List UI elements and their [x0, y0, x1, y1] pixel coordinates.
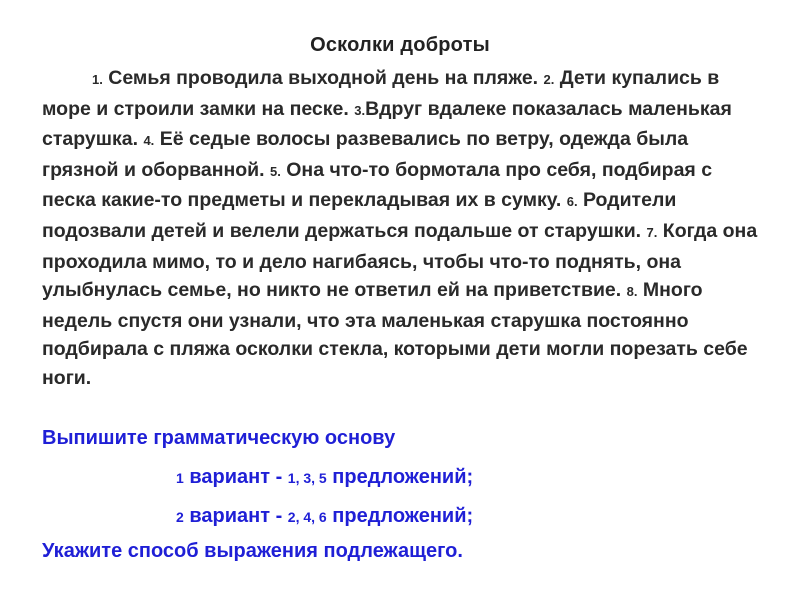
- variant-1-rest: предложений;: [326, 466, 474, 488]
- sentence-number: 6.: [566, 194, 578, 210]
- variant-2-label: вариант -: [183, 505, 288, 527]
- sentence-number: 3.: [354, 102, 366, 118]
- variant-2-number: 2: [176, 509, 184, 525]
- slide-title: Осколки доброты: [310, 34, 490, 56]
- variant-1-label: вариант -: [183, 466, 288, 488]
- sentence-number: 7.: [646, 224, 658, 240]
- story-text: [42, 64, 762, 393]
- sentence-text: Семья проводила выходной день на пляже.: [102, 67, 544, 89]
- task-heading: Выпишите грамматическую основу: [42, 427, 396, 449]
- sentence-text: Её седые волосы развевались по ветру, одежда была грязной и оборванной.: [42, 128, 689, 181]
- variant-2-line: [176, 505, 473, 528]
- sentence-text: Вдруг вдалеке показалась маленькая старушка.: [42, 97, 732, 151]
- sentence-text: Когда она проходила мимо, то и дело нагибаясь, чтобы что-то поднять, она улыбнулась семье, но никто не ответил ей на приветствие.: [42, 219, 758, 302]
- task-footer: Укажите способ выражения подлежащего.: [42, 540, 463, 562]
- variant-1-number: 1: [176, 470, 184, 486]
- variant-2-sentence-numbers: 2, 4, 6: [287, 509, 327, 525]
- sentence-number: 8.: [626, 284, 638, 300]
- sentence-number: 4.: [143, 133, 155, 149]
- sentence-text: Дети купались в море и строили замки на песке.: [42, 67, 720, 120]
- sentence-number: 1.: [92, 72, 103, 87]
- sentence-number: 2.: [543, 72, 555, 87]
- variant-2-rest: предложений;: [326, 505, 474, 527]
- variant-1-sentence-numbers: 1, 3, 5: [287, 470, 327, 486]
- sentence-text: Родители подозвали детей и велели держаться подальше от старушки.: [42, 189, 677, 242]
- sentence-text: Много недель спустя они узнали, что эта маленькая старушка постоянно подбирала с пляжа осколки стекла, которыми дети могли порезать себе ноги.: [42, 279, 748, 389]
- sentence-number: 5.: [270, 163, 281, 179]
- variant-1-line: [176, 466, 473, 489]
- sentence-text: Она что-то бормотала про себя, подбирая с песка какие-то предметы и перекладывая их в сумку.: [42, 158, 713, 212]
